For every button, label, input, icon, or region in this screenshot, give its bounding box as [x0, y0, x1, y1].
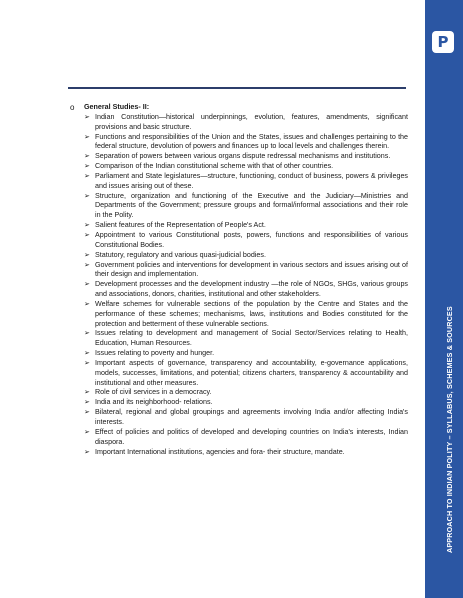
- list-item-text: Parliament and State legislatures—structure, functioning, conduct of business, powers & privileges and issues arising out of these.: [95, 171, 408, 190]
- side-band: [425, 0, 463, 598]
- syllabus-list: [68, 113, 408, 458]
- arrow-bullet-icon: ➢: [84, 231, 90, 239]
- arrow-bullet-icon: ➢: [84, 113, 90, 121]
- arrow-bullet-icon: ➢: [84, 251, 90, 259]
- list-item: [84, 221, 408, 231]
- publisher-logo: P: [432, 31, 454, 53]
- list-item-text: Indian Constitution—historical underpinnings, evolution, features, amendments, significant provisions and basic structure.: [95, 112, 408, 131]
- arrow-bullet-icon: ➢: [84, 163, 90, 171]
- circle-bullet-icon: o: [70, 103, 75, 112]
- list-item: [84, 231, 408, 251]
- list-item: [84, 398, 408, 408]
- list-item: [84, 113, 408, 133]
- list-item-text: Important aspects of governance, transparency and accountability, e-governance applications, models, successes, limitations, and potential; citizens charters, transparency & accountability and institutional and other measures.: [95, 358, 408, 387]
- arrow-bullet-icon: ➢: [84, 448, 90, 456]
- arrow-bullet-icon: ➢: [84, 409, 90, 417]
- arrow-bullet-icon: ➢: [84, 261, 90, 269]
- list-item-text: India and its neighborhood- relations.: [95, 398, 213, 407]
- list-item: [84, 152, 408, 162]
- list-item-text: Government policies and interventions for development in various sectors and issues arising out of their design and implementation.: [95, 260, 408, 279]
- list-item-text: Issues relating to development and management of Social Sector/Services relating to Health, Education, Human Resources.: [95, 329, 408, 348]
- arrow-bullet-icon: ➢: [84, 133, 90, 141]
- arrow-bullet-icon: ➢: [84, 330, 90, 338]
- list-item-text: Structure, organization and functioning of the Executive and the Judiciary—Ministries and Departments of the Government; pressure groups and formal/informal associations and their role in the Polity.: [95, 191, 408, 220]
- list-item: [84, 162, 408, 172]
- list-item-text: Statutory, regulatory and various quasi-judicial bodies.: [95, 250, 266, 259]
- list-item-text: Important International institutions, agencies and fora- their structure, mandate.: [95, 447, 345, 456]
- list-item-text: Welfare schemes for vulnerable sections of the population by the Centre and States and the performance of these schemes; mechanisms, laws, institutions and Bodies constituted for the protection and betterment of these vulnerable sections.: [95, 299, 408, 328]
- list-item-text: Separation of powers between various organs dispute redressal mechanisms and institutions.: [95, 152, 391, 161]
- arrow-bullet-icon: ➢: [84, 153, 90, 161]
- arrow-bullet-icon: ➢: [84, 192, 90, 200]
- section-heading: [68, 103, 408, 113]
- arrow-bullet-icon: ➢: [84, 399, 90, 407]
- syllabus-section: [68, 103, 408, 457]
- list-item: [84, 359, 408, 389]
- arrow-bullet-icon: ➢: [84, 172, 90, 180]
- arrow-bullet-icon: ➢: [84, 389, 90, 397]
- list-item-text: Development processes and the development industry —the role of NGOs, SHGs, various groups and associations, donors, charities, institutional and other stakeholders.: [95, 280, 408, 299]
- list-item-text: Salient features of the Representation of People's Act.: [95, 221, 266, 230]
- list-item: [84, 428, 408, 448]
- arrow-bullet-icon: ➢: [84, 359, 90, 367]
- list-item: [84, 349, 408, 359]
- list-item: [84, 251, 408, 261]
- side-band-title: APPROACH TO INDIAN POLITY – SYLLABUS, SCHEMES & SOURCES: [445, 306, 454, 553]
- list-item: [84, 280, 408, 300]
- list-item-text: Bilateral, regional and global groupings and agreements involving India and/or affecting India's interests.: [95, 408, 408, 426]
- list-item: [84, 448, 408, 458]
- arrow-bullet-icon: ➢: [84, 222, 90, 230]
- list-item-text: Comparison of the Indian constitutional scheme with that of other countries.: [95, 162, 334, 171]
- section-title: General Studies- II:: [84, 103, 150, 111]
- list-item: [84, 300, 408, 330]
- list-item-text: Role of civil services in a democracy.: [95, 388, 212, 397]
- list-item: [84, 261, 408, 281]
- arrow-bullet-icon: ➢: [84, 428, 90, 436]
- list-item-text: Issues relating to poverty and hunger.: [95, 349, 215, 358]
- list-item-text: Functions and responsibilities of the Union and the States, issues and challenges pertaining to the federal structure, devolution of powers and finances up to local levels and challenges therein.: [95, 132, 408, 151]
- list-item-text: Effect of policies and politics of developed and developing countries on India's interests, Indian diaspora.: [95, 427, 408, 446]
- list-item: [84, 388, 408, 398]
- list-item: [84, 133, 408, 153]
- list-item: [84, 329, 408, 349]
- list-item-text: Appointment to various Constitutional posts, powers, functions and responsibilities of various Constitutional Bodies.: [95, 230, 408, 249]
- arrow-bullet-icon: ➢: [84, 281, 90, 289]
- arrow-bullet-icon: ➢: [84, 350, 90, 358]
- list-item: [84, 192, 408, 222]
- list-item: [84, 408, 408, 428]
- header-rule: [68, 87, 406, 89]
- arrow-bullet-icon: ➢: [84, 300, 90, 308]
- list-item: [84, 172, 408, 192]
